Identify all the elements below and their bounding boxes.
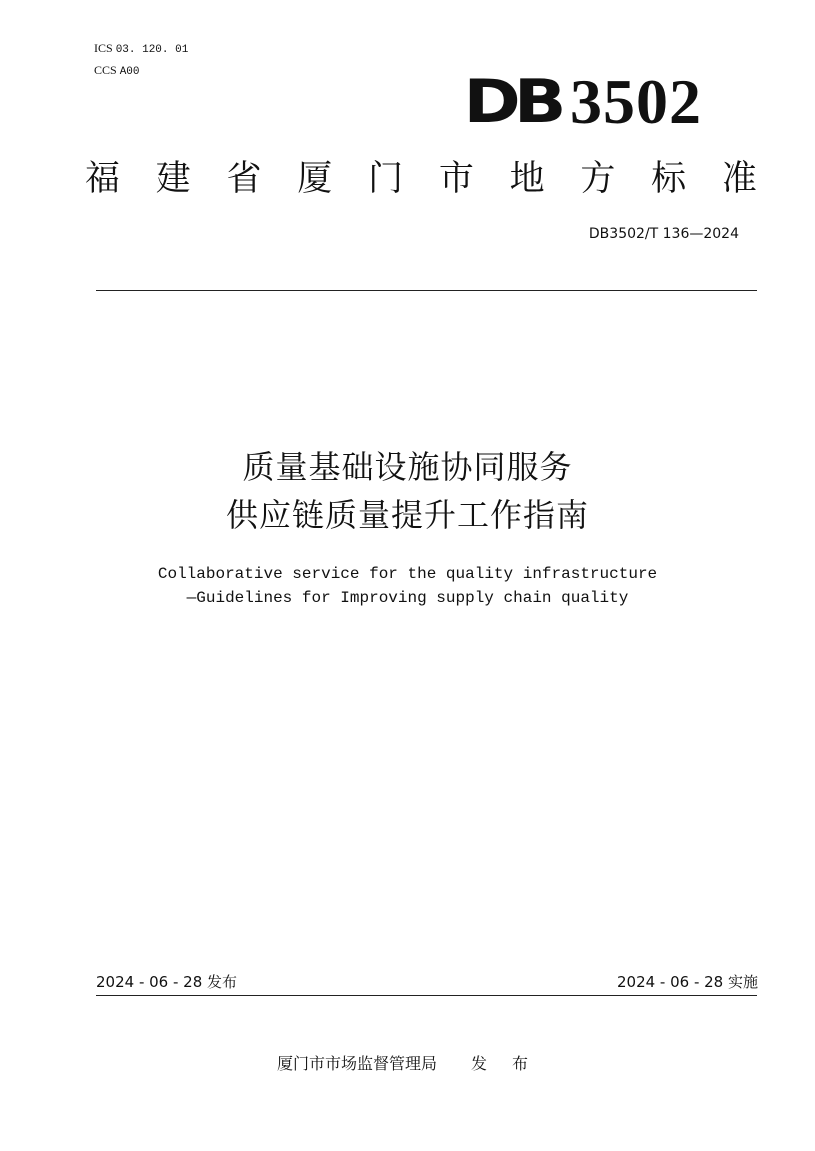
standard-type-title	[85, 157, 757, 201]
chinese-title-line-2: 供应链质量提升工作指南	[225, 496, 589, 534]
standard-code: DB3502/T 136—2024	[588, 226, 739, 242]
standard-type-char: 方	[580, 159, 616, 199]
bottom-divider	[96, 995, 757, 996]
standard-type-char: 标	[651, 159, 687, 199]
db-prefix: DB	[463, 67, 560, 137]
ccs-code: A00	[119, 66, 140, 78]
ics-code: 03. 120. 01	[115, 44, 189, 56]
standard-type-char: 建	[155, 159, 191, 199]
english-title-line-2: —Guidelines for Improving supply chain quality	[186, 589, 629, 607]
standard-type-char: 门	[368, 159, 404, 199]
standard-type-char: 地	[509, 159, 545, 199]
ccs-label: CCS	[94, 63, 117, 77]
publisher-line	[0, 1053, 815, 1075]
ics-label: ICS	[94, 41, 113, 55]
chinese-title-line-1: 质量基础设施协同服务	[242, 448, 573, 486]
standard-type-char: 准	[721, 159, 757, 199]
issue-date: 2024 - 06 - 28 发布	[96, 973, 238, 991]
db-standard-mark	[463, 66, 702, 137]
implementation-date: 2024 - 06 - 28 实施	[616, 973, 758, 991]
publisher-name: 厦门市市场监督管理局	[276, 1054, 437, 1073]
ics-line	[94, 41, 188, 57]
ccs-line	[94, 63, 140, 79]
standard-type-char: 市	[438, 159, 474, 199]
standard-type-char: 省	[226, 159, 262, 199]
standard-type-char: 厦	[297, 159, 333, 199]
top-divider	[96, 290, 757, 291]
publish-action: 发 布	[470, 1054, 539, 1073]
english-title-line-1: Collaborative service for the quality infrastructure	[157, 565, 658, 583]
standard-type-char: 福	[85, 159, 121, 199]
db-region-number: 3502	[570, 66, 702, 137]
